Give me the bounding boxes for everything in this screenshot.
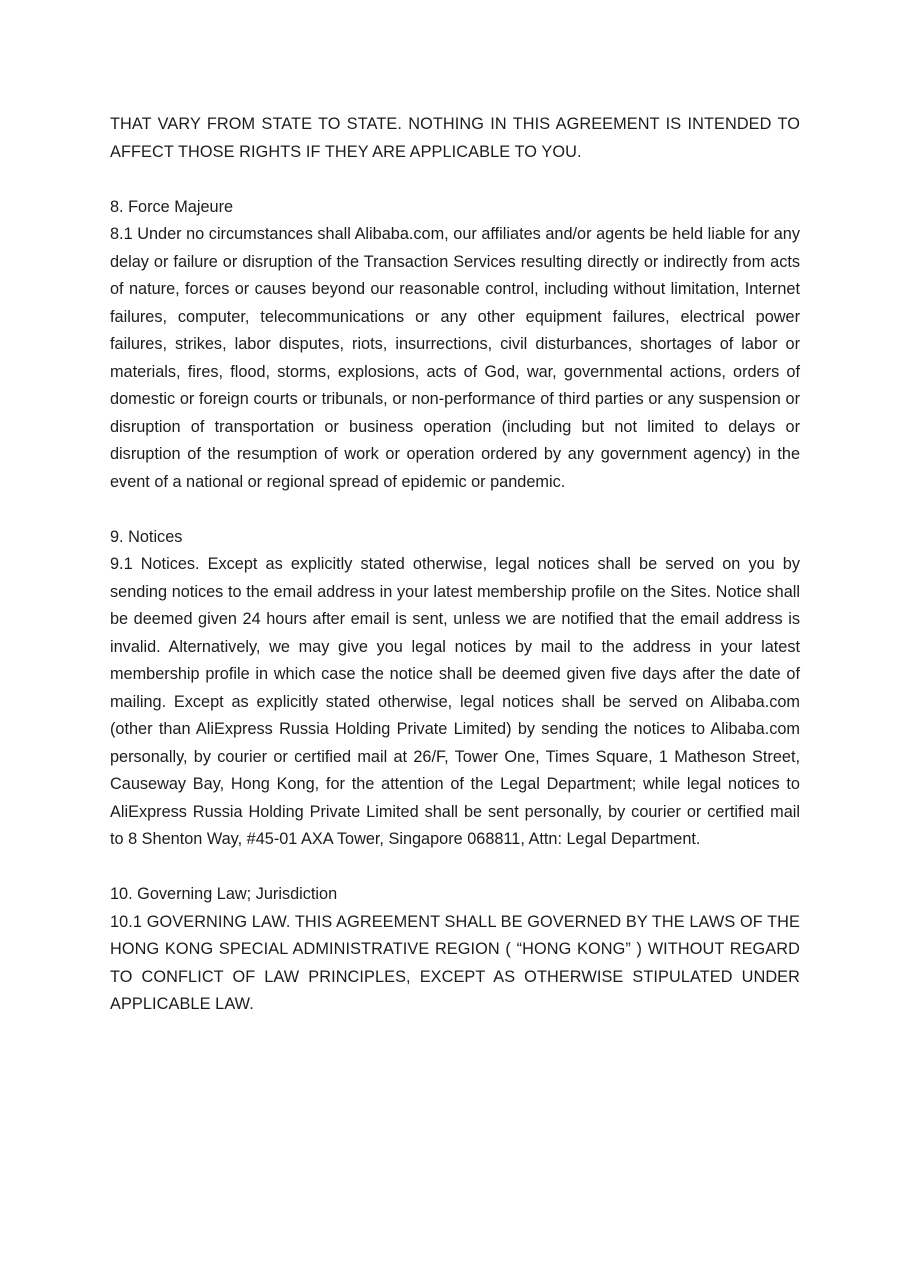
section-heading: 10. Governing Law; Jurisdiction [110,885,338,903]
section-heading: 8. Force Majeure [110,197,234,216]
section-heading: 9. Notices [110,527,183,546]
section-force-majeure [110,194,800,497]
section-governing-law [110,881,800,1019]
document-page [110,111,800,1019]
section-paragraph: 8.1 Under no circumstances shall Alibaba.com, our affiliates and/or agents be held liable for any delay or failure or disruption of the Transaction Services resulting directly or indirectly from acts of nature, forces or causes beyond our reasonable control, including without limitation, Internet failures, computer, telecommunications or any other equipment failures, electrical power failures, strikes, labor disputes, riots, insurrections, civil disturbances, shortages of labor or materials, fires, flood, storms, explosions, acts of God, war, governmental actions, orders of domestic or foreign courts or tribunals, or non-performance of third parties or any suspension or disruption of transportation or business operation (including but not limited to delays or disruption of the resumption of work or operation ordered by any government agency) in the event of a national or regional spread of epidemic or pandemic. [110,225,800,491]
spacer [110,854,800,882]
section-paragraph: 9.1 Notices. Except as explicitly stated otherwise, legal notices shall be served on you by sending notices to the email address in your latest membership profile on the Sites. Notice shall be deemed given 24 hours after email is sent, unless we are notified that the email address is invalid. Alternatively, we may give you legal notices by mail to the address in your latest membership profile in which case the notice shall be deemed given five days after the date of mailing. Except as explicitly stated otherwise, legal notices shall be served on Alibaba.com (other than AliExpress Russia Holding Private Limited) by sending the notices to Alibaba.com personally, by courier or certified mail at 26/F, Tower One, Times Square, 1 Matheson Street, Causeway Bay, Hong Kong, for the attention of the Legal Department; while legal notices to AliExpress Russia Holding Private Limited shall be sent personally, by courier or certified mail to 8 Shenton Way, #45-01 AXA Tower, Singapore 068811, Attn: Legal Department. [110,555,800,848]
spacer [110,166,800,194]
section-paragraph: 10.1 GOVERNING LAW. THIS AGREEMENT SHALL BE GOVERNED BY THE LAWS OF THE HONG KONG SPECIAL ADMINISTRATIVE REGION ( “HONG KONG” ) WITHOUT REGARD TO CONFLICT OF LAW PRINCIPLES, EXCEPT AS OTHERWISE STIPULATED UNDER APPLICABLE LAW. [110,912,800,1013]
intro-paragraph: THAT VARY FROM STATE TO STATE. NOTHING IN THIS AGREEMENT IS INTENDED TO AFFECT THOSE RIGHTS IF THEY ARE APPLICABLE TO YOU. [110,115,800,161]
section-notices [110,524,800,854]
spacer [110,496,800,524]
